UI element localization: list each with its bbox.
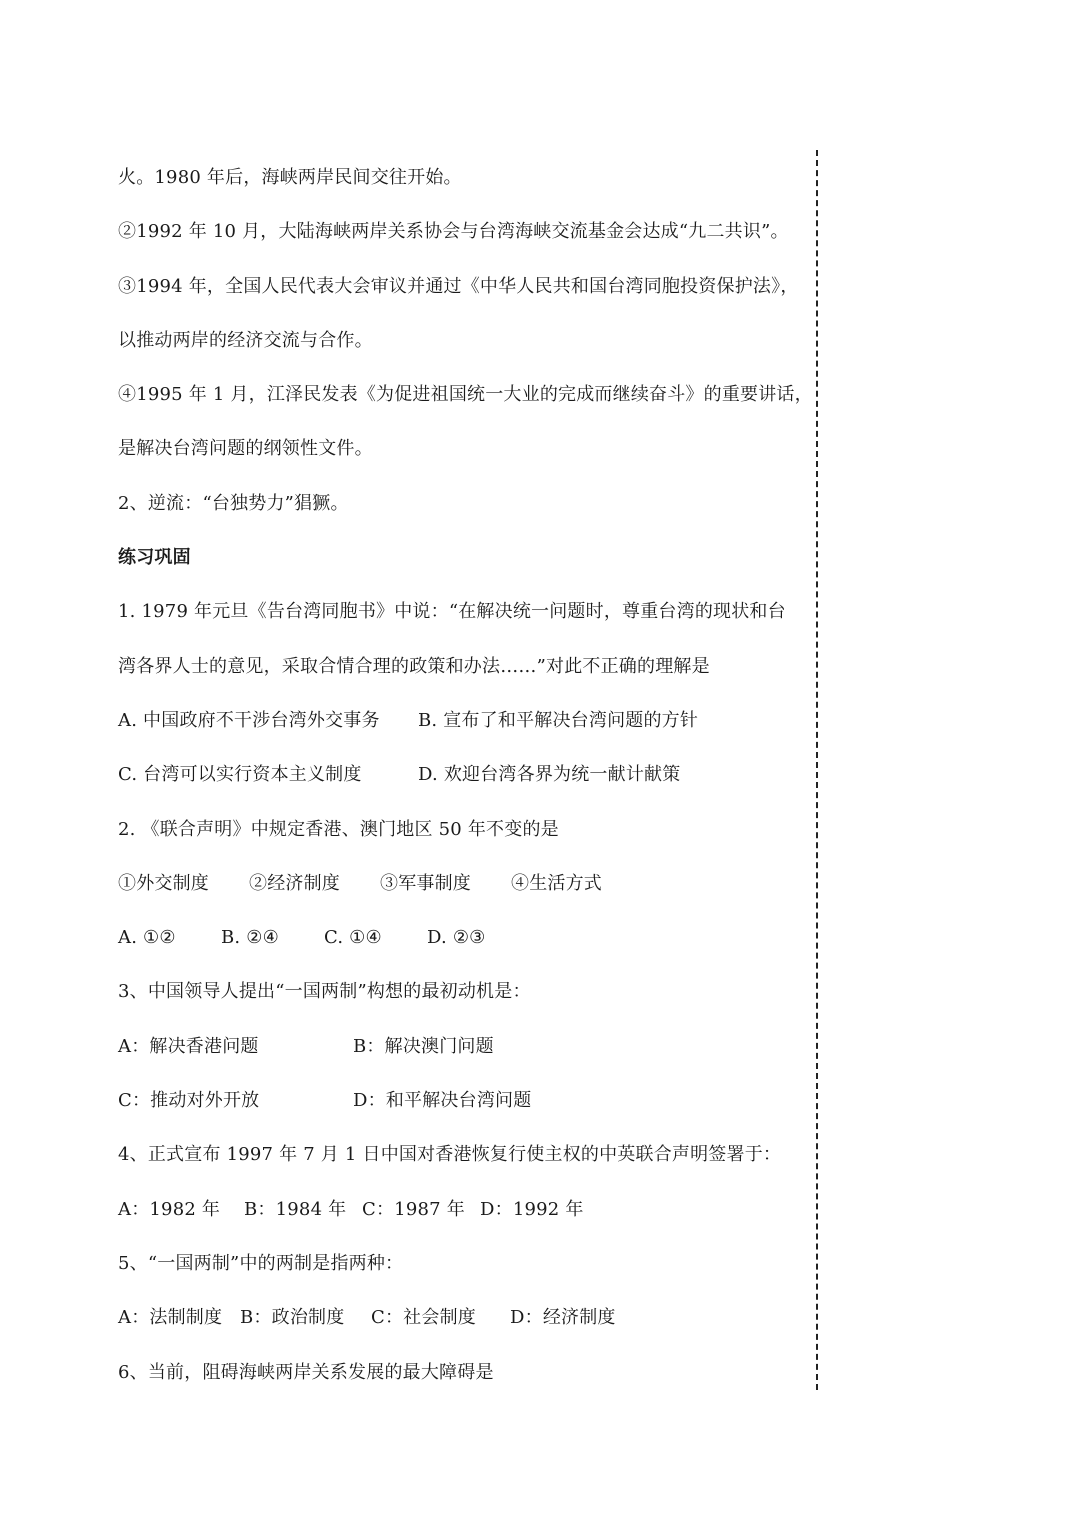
- text-line: 2、逆流：“台独势力”猖獗。: [118, 492, 349, 514]
- question-4: 4、正式宣布 1997 年 7 月 1 日中国对香港恢复行使主权的中英联合声明签署于：: [118, 1144, 782, 1166]
- item-2: ②经济制度: [249, 872, 340, 894]
- text-line: ②1992 年 10 月，大陆海峡两岸关系协会与台湾海峡交流基金会达成“九二共识”。: [118, 221, 789, 243]
- question-2: 2. 《联合声明》中规定香港、澳门地区 50 年不变的是: [118, 818, 559, 840]
- question-4-options: [118, 1192, 798, 1246]
- option-a: A：法制制度: [118, 1307, 223, 1329]
- question-6: 6、当前，阻碍海峡两岸关系发展的最大障碍是: [118, 1361, 494, 1383]
- section-heading: 练习巩固: [118, 547, 191, 569]
- option-d: D：经济制度: [510, 1307, 616, 1329]
- option-a: A：解决香港问题: [118, 1035, 259, 1057]
- option-b: B. ②④: [221, 927, 279, 949]
- question-5: 5、“一国两制”中的两制是指两种：: [118, 1252, 404, 1274]
- question-1-line-1: 1. 1979 年元旦《告台湾同胞书》中说：“在解决统一问题时，尊重台湾的现状和台: [118, 601, 786, 623]
- dashed-cut-line: [816, 150, 818, 1390]
- question-3: 3、中国领导人提出“一国两制”构想的最初动机是：: [118, 981, 531, 1003]
- question-1-options-row-1: [118, 703, 798, 757]
- question-2-options: [118, 920, 798, 974]
- item-1: ①外交制度: [118, 872, 209, 894]
- option-a: A. 中国政府不干涉台湾外交事务: [118, 709, 380, 731]
- option-d: D. ②③: [427, 927, 486, 949]
- option-d: D. 欢迎台湾各界为统一献计献策: [418, 764, 681, 786]
- question-3-options-row-2: [118, 1083, 798, 1137]
- question-1-options-row-2: [118, 757, 798, 811]
- option-c: C：社会制度: [371, 1307, 476, 1329]
- option-c: C. ①④: [324, 927, 382, 949]
- option-c: C：推动对外开放: [118, 1090, 260, 1112]
- option-c: C. 台湾可以实行资本主义制度: [118, 764, 362, 786]
- text-line: 火。1980 年后，海峡两岸民间交往开始。: [118, 167, 462, 188]
- option-b: B. 宣布了和平解决台湾问题的方针: [418, 709, 699, 731]
- question-5-options: [118, 1300, 798, 1354]
- option-b: B：1984 年: [244, 1198, 347, 1220]
- option-d: D：1992 年: [480, 1198, 584, 1220]
- item-4: ④生活方式: [511, 872, 602, 894]
- question-1-line-2: 湾各界人士的意见，采取合情合理的政策和办法……”对此不正确的理解是: [118, 655, 710, 677]
- text-line: ③1994 年，全国人民代表大会审议并通过《中华人民共和国台湾同胞投资保护法》，: [118, 275, 799, 297]
- text-line: 是解决台湾问题的纲领性文件。: [118, 438, 373, 460]
- text-line: ④1995 年 1 月，江泽民发表《为促进祖国统一大业的完成而继续奋斗》的重要讲话，: [118, 384, 813, 406]
- question-2-items: [118, 866, 798, 920]
- option-b: B：政治制度: [240, 1307, 345, 1329]
- text-line: 以推动两岸的经济交流与合作。: [118, 329, 373, 351]
- option-d: D：和平解决台湾问题: [353, 1090, 532, 1112]
- item-3: ③军事制度: [380, 872, 471, 894]
- question-3-options-row-1: [118, 1029, 798, 1083]
- option-a: A. ①②: [118, 927, 176, 949]
- document-body: [118, 160, 813, 1409]
- option-c: C：1987 年: [362, 1198, 465, 1220]
- option-a: A：1982 年: [118, 1198, 221, 1220]
- option-b: B：解决澳门问题: [353, 1035, 494, 1057]
